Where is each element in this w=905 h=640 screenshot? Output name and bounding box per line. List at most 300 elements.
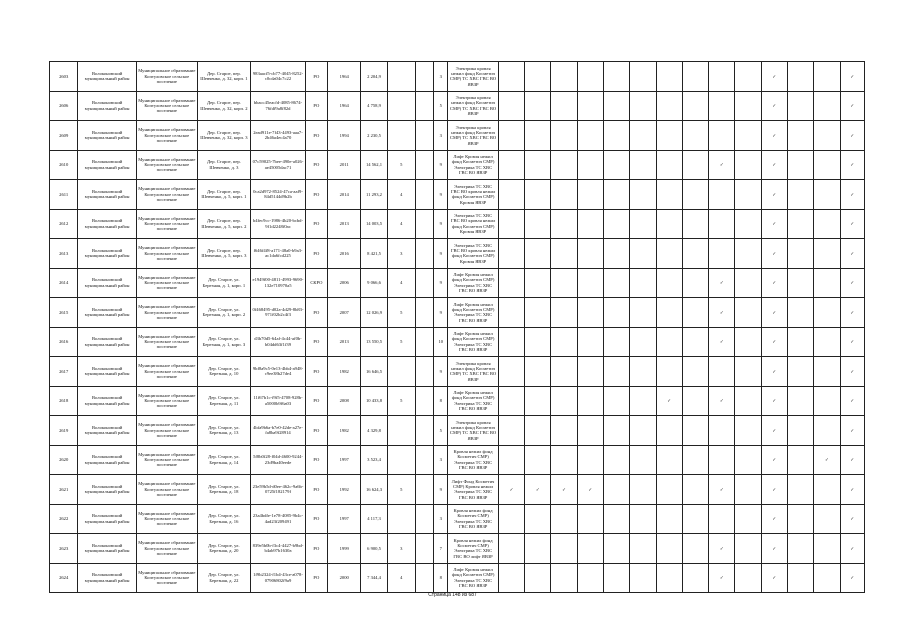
work-check-cell [551, 239, 577, 269]
year-cell: 1992 [328, 475, 361, 505]
work-check-cell [603, 563, 629, 593]
check-mark-icon: ✓ [772, 103, 777, 109]
work-check-cell [814, 504, 840, 534]
floors-cell: 4 [387, 209, 415, 239]
owner-cell: Муниципальное образование Коптуловское сельское поселение [136, 386, 197, 416]
work-check-cell [787, 416, 813, 446]
work-check-cell [630, 357, 656, 387]
works-cell: Лифт Кровля нежил фонд Косметич СМР) Электрика ТС ХВС ГВС ВО ЯВЗР [448, 563, 499, 593]
work-check-cell [840, 504, 864, 534]
work-check-cell [787, 209, 813, 239]
work-check-cell [630, 150, 656, 180]
guid-cell: 23e59b5d-d0ee-462c-9a6b-0725f182179f [251, 475, 306, 505]
check-mark-icon: ✓ [719, 162, 724, 168]
work-check-cell [761, 239, 787, 269]
check-mark-icon: ✓ [850, 545, 855, 551]
work-check-cell [735, 91, 761, 121]
work-check-cell [603, 445, 629, 475]
address-cell: Дер. Старое, пер. Шевченко, д. 5, корп. 1 [197, 180, 251, 210]
check-mark-icon: ✓ [850, 309, 855, 315]
district-cell: Волоконовский муниципальный район [78, 563, 137, 593]
work-check-cell [735, 268, 761, 298]
work-check-cell [577, 62, 603, 92]
work-check-cell [525, 475, 551, 505]
work-check-cell [551, 327, 577, 357]
check-mark-icon: ✓ [772, 427, 777, 433]
work-check-cell [656, 268, 682, 298]
floors-cell: 5 [387, 327, 415, 357]
work-check-cell [814, 180, 840, 210]
floors-cell [387, 62, 415, 92]
work-check-cell [630, 534, 656, 564]
work-check-cell [656, 504, 682, 534]
work-check-cell [525, 504, 551, 534]
works-cell: Электрика кровля нежил фонд Косметич СМР) ТС ХВС ГВС ВО ЯВЗР [448, 416, 499, 446]
works-cell: Электрика ТС ХВС ГВС ВО кровля нежил фонд Косметич СМР) Кровля ЯВЗР [448, 180, 499, 210]
work-check-cell [525, 386, 551, 416]
work-check-cell [498, 386, 524, 416]
area-cell: 16 646,5 [361, 357, 387, 387]
table-row [50, 534, 865, 564]
work-check-cell [787, 327, 813, 357]
check-mark-icon: ✓ [850, 103, 855, 109]
row-id: 2610 [50, 150, 78, 180]
work-check-cell [656, 62, 682, 92]
work-check-cell [787, 386, 813, 416]
address-cell: Дер. Старое, ул. Березная, д. 14 [197, 445, 251, 475]
guid-cell: e1949f00-4811-4993-9690-132e710970a5 [251, 268, 306, 298]
works-cell: Лифт Кровля нежил фонд Косметич СМР) Электрика ТС ХВС ГВС ВО ЯВЗР [448, 298, 499, 328]
work-check-cell [814, 268, 840, 298]
work-check-cell [761, 209, 787, 239]
work-check-cell [682, 298, 708, 328]
work-check-cell [735, 239, 761, 269]
work-check-cell [498, 504, 524, 534]
work-check-cell [682, 62, 708, 92]
work-check-cell [709, 475, 735, 505]
work-check-cell [577, 416, 603, 446]
check-mark-icon: ✓ [850, 398, 855, 404]
check-mark-icon: ✓ [509, 486, 514, 492]
owner-cell: Муниципальное образование Коптуловское сельское поселение [136, 534, 197, 564]
work-check-cell [735, 62, 761, 92]
work-check-cell [735, 150, 761, 180]
kind-cell: РО [305, 445, 327, 475]
floors-cell: 5 [387, 475, 415, 505]
entrances-cell: 9 [434, 357, 448, 387]
year-cell: 2013 [328, 327, 361, 357]
check-mark-icon: ✓ [850, 280, 855, 286]
check-mark-icon: ✓ [772, 545, 777, 551]
owner-cell: Муниципальное образование Коптуловское сельское поселение [136, 563, 197, 593]
work-check-cell [656, 534, 682, 564]
year-cell: 2016 [328, 239, 361, 269]
entrances-cell: 9 [434, 475, 448, 505]
table-row [50, 150, 865, 180]
work-check-cell [603, 475, 629, 505]
table-row [50, 563, 865, 593]
check-mark-icon: ✓ [850, 73, 855, 79]
work-check-cell [840, 91, 864, 121]
table-body [50, 62, 865, 593]
year-cell: 1994 [328, 121, 361, 151]
works-cell: Кровля нежил фонд Косметич СМР) Электрика ТС ХВС ГВС ВО лифт ЯВЗР [448, 534, 499, 564]
work-check-cell [630, 62, 656, 92]
check-mark-icon: ✓ [772, 221, 777, 227]
address-cell: Дер. Старое, пер. Шевченко, д. 32, корп. 3 [197, 121, 251, 151]
work-check-cell [498, 357, 524, 387]
blank-cell [415, 357, 433, 387]
work-check-cell [498, 180, 524, 210]
work-check-cell [682, 563, 708, 593]
work-check-cell [551, 563, 577, 593]
entrances-cell: 9 [434, 150, 448, 180]
works-cell: Электрика кровля нежил фонд Косметич СМР) ТС ХВС ГВС ВО ЯВЗР [448, 121, 499, 151]
work-check-cell [525, 416, 551, 446]
kind-cell: РО [305, 180, 327, 210]
work-check-cell [709, 563, 735, 593]
entrances-cell: 5 [434, 416, 448, 446]
work-check-cell [498, 298, 524, 328]
entrances-cell: 3 [434, 62, 448, 92]
work-check-cell [840, 416, 864, 446]
work-check-cell [498, 475, 524, 505]
work-check-cell [761, 121, 787, 151]
work-check-cell [735, 445, 761, 475]
work-check-cell [787, 357, 813, 387]
work-check-cell [840, 357, 864, 387]
blank-cell [415, 150, 433, 180]
work-check-cell [525, 121, 551, 151]
year-cell: 2014 [328, 180, 361, 210]
work-check-cell [498, 327, 524, 357]
floors-cell [387, 91, 415, 121]
work-check-cell [630, 239, 656, 269]
check-mark-icon: ✓ [772, 309, 777, 315]
area-cell: 4 758,9 [361, 91, 387, 121]
work-check-cell [656, 150, 682, 180]
year-cell: 1997 [328, 504, 361, 534]
row-id: 2613 [50, 239, 78, 269]
check-mark-icon: ✓ [850, 191, 855, 197]
owner-cell: Муниципальное образование Коптуловское сельское поселение [136, 504, 197, 534]
work-check-cell [761, 416, 787, 446]
work-check-cell [577, 91, 603, 121]
work-check-cell [630, 445, 656, 475]
work-check-cell [630, 416, 656, 446]
floors-cell [387, 357, 415, 387]
work-check-cell [735, 327, 761, 357]
blank-cell [415, 534, 433, 564]
blank-cell [415, 386, 433, 416]
work-check-cell [709, 357, 735, 387]
kind-cell: РО [305, 475, 327, 505]
work-check-cell [735, 180, 761, 210]
work-check-cell [630, 121, 656, 151]
work-check-cell [814, 150, 840, 180]
district-cell: Волоконовский муниципальный район [78, 268, 137, 298]
work-check-cell [735, 563, 761, 593]
row-id: 2609 [50, 121, 78, 151]
floors-cell: 5 [387, 386, 415, 416]
work-check-cell [682, 150, 708, 180]
entrances-cell: 3 [434, 121, 448, 151]
kind-cell: РО [305, 62, 327, 92]
work-check-cell [551, 475, 577, 505]
works-cell: Электрика ТС ХВС ГВС ВО кровля нежил фонд Косметич СМР) Кровля ЯВЗР [448, 239, 499, 269]
work-check-cell [630, 209, 656, 239]
kind-cell: СКРО [305, 268, 327, 298]
floors-cell: 3 [387, 534, 415, 564]
work-check-cell [525, 298, 551, 328]
area-cell: 2 204,9 [361, 62, 387, 92]
work-check-cell [787, 475, 813, 505]
area-cell: 10 433,8 [361, 386, 387, 416]
check-mark-icon: ✓ [719, 339, 724, 345]
work-check-cell [525, 150, 551, 180]
work-check-cell [840, 62, 864, 92]
floors-cell: 4 [387, 180, 415, 210]
work-check-cell [709, 209, 735, 239]
work-check-cell [814, 62, 840, 92]
area-cell: 3 523,4 [361, 445, 387, 475]
row-id: 2620 [50, 445, 78, 475]
work-check-cell [551, 445, 577, 475]
work-check-cell [814, 563, 840, 593]
work-check-cell [630, 268, 656, 298]
work-check-cell [787, 563, 813, 593]
work-check-cell [840, 180, 864, 210]
row-id: 2617 [50, 357, 78, 387]
year-cell: 1997 [328, 445, 361, 475]
guid-cell: 0ca2d972-8524-47ca-aaf9-84d5144d9b2b [251, 180, 306, 210]
address-cell: Дер. Старое, ул. Березная, д. 1, корп. 3 [197, 327, 251, 357]
work-check-cell [525, 209, 551, 239]
check-mark-icon: ✓ [850, 368, 855, 374]
year-cell: 2007 [328, 298, 361, 328]
work-check-cell [787, 239, 813, 269]
work-check-cell [656, 386, 682, 416]
work-check-cell [840, 475, 864, 505]
work-check-cell [577, 209, 603, 239]
check-mark-icon: ✓ [772, 368, 777, 374]
work-check-cell [525, 445, 551, 475]
work-check-cell [735, 209, 761, 239]
work-check-cell [551, 504, 577, 534]
work-check-cell [709, 62, 735, 92]
address-cell: Дер. Старое, ул. Березная, д. 10 [197, 357, 251, 387]
area-cell: 4 117,3 [361, 504, 387, 534]
entrances-cell: 9 [434, 180, 448, 210]
district-cell: Волоконовский муниципальный район [78, 91, 137, 121]
check-mark-icon: ✓ [772, 280, 777, 286]
kind-cell: РО [305, 91, 327, 121]
entrances-cell: 9 [434, 268, 448, 298]
guid-cell: 983ааcf5-cb77-4045-8252-c0cda04c7c22 [251, 62, 306, 92]
table-row [50, 62, 865, 92]
work-check-cell [577, 180, 603, 210]
work-check-cell [814, 91, 840, 121]
work-check-cell [603, 209, 629, 239]
floors-cell [387, 121, 415, 151]
work-check-cell [682, 534, 708, 564]
year-cell: 2008 [328, 386, 361, 416]
work-check-cell [735, 504, 761, 534]
check-mark-icon: ✓ [824, 457, 829, 463]
work-check-cell [787, 298, 813, 328]
work-check-cell [603, 298, 629, 328]
entrances-cell: 9 [434, 298, 448, 328]
check-mark-icon: ✓ [535, 486, 540, 492]
work-check-cell [735, 386, 761, 416]
work-check-cell [551, 91, 577, 121]
owner-cell: Муниципальное образование Коптуловское сельское поселение [136, 357, 197, 387]
work-check-cell [656, 563, 682, 593]
address-cell: Дер. Старое, пер. Шевченко, д. 3 [197, 150, 251, 180]
works-cell: Электрика кровля нежил фонд Косметич СМР) ТС ХВС ГВС ВО ЯВЗР [448, 91, 499, 121]
works-cell: Лифт Кровля нежил фонд Косметич СМР) Электрика ТС ХВС ГВС ВО ЯВЗР [448, 327, 499, 357]
works-cell: Кровля нежил фонд Косметич СМР) Электрика ТС ХВС ГВС ВО ЯВЗР [448, 445, 499, 475]
check-mark-icon: ✓ [772, 457, 777, 463]
work-check-cell [787, 62, 813, 92]
work-check-cell [551, 298, 577, 328]
work-check-cell [814, 534, 840, 564]
blank-cell [415, 180, 433, 210]
year-cell: 2013 [328, 209, 361, 239]
floors-cell [387, 445, 415, 475]
work-check-cell [551, 62, 577, 92]
work-check-cell [498, 62, 524, 92]
work-check-cell [551, 150, 577, 180]
owner-cell: Муниципальное образование Коптуловское сельское поселение [136, 268, 197, 298]
work-check-cell [656, 445, 682, 475]
area-cell: 16 624,3 [361, 475, 387, 505]
work-check-cell [577, 563, 603, 593]
check-mark-icon: ✓ [850, 132, 855, 138]
area-cell: 12 026,9 [361, 298, 387, 328]
work-check-cell [577, 504, 603, 534]
row-id: 2611 [50, 180, 78, 210]
district-cell: Волоконовский муниципальный район [78, 150, 137, 180]
owner-cell: Муниципальное образование Коптуловское сельское поселение [136, 209, 197, 239]
area-cell: 4 329,8 [361, 416, 387, 446]
guid-cell: 2ead911e-7f43-4493-aaa7-2b46a4ec4a70 [251, 121, 306, 151]
check-mark-icon: ✓ [850, 250, 855, 256]
table-row [50, 357, 865, 387]
check-mark-icon: ✓ [772, 575, 777, 581]
work-check-cell [709, 386, 735, 416]
work-check-cell [498, 121, 524, 151]
works-cell: Лифт Фонд Косметич СМР) Кровля нежил Электрика ТС ХВС ГВС ВО ЯВЗР [448, 475, 499, 505]
district-cell: Волоконовский муниципальный район [78, 180, 137, 210]
blank-cell [415, 91, 433, 121]
entrances-cell: 8 [434, 563, 448, 593]
work-check-cell [709, 91, 735, 121]
work-check-cell [787, 534, 813, 564]
address-cell: Дер. Старое, пер. Шевченко, д. 5, корп. 2 [197, 209, 251, 239]
works-cell: Лифт Кровля нежил фонд Косметич СМР) Электрика ТС ХВС ГВС ВО ЯВЗР [448, 150, 499, 180]
work-check-cell [814, 445, 840, 475]
work-check-cell [709, 239, 735, 269]
work-check-cell [603, 357, 629, 387]
work-check-cell [551, 268, 577, 298]
kind-cell: РО [305, 209, 327, 239]
check-mark-icon: ✓ [850, 427, 855, 433]
work-check-cell [577, 357, 603, 387]
check-mark-icon: ✓ [772, 250, 777, 256]
work-check-cell [498, 563, 524, 593]
work-check-cell [840, 386, 864, 416]
kind-cell: РО [305, 534, 327, 564]
address-cell: Дер. Старое, ул. Березная, д. 13 [197, 416, 251, 446]
work-check-cell [551, 386, 577, 416]
row-id: 2624 [50, 563, 78, 593]
work-check-cell [682, 475, 708, 505]
table-row [50, 445, 865, 475]
work-check-cell [630, 475, 656, 505]
work-check-cell [525, 239, 551, 269]
row-id: 2621 [50, 475, 78, 505]
work-check-cell [603, 327, 629, 357]
work-check-cell [682, 445, 708, 475]
district-cell: Волоконовский муниципальный район [78, 209, 137, 239]
work-check-cell [709, 298, 735, 328]
guid-cell: d3b70d5-64af-4c44-af0b-b04dd63f1f39 [251, 327, 306, 357]
guid-cell: 1f9b2324-f1b4-43ce-a078-07906802f9a9 [251, 563, 306, 593]
work-check-cell [630, 386, 656, 416]
floors-cell [387, 504, 415, 534]
work-check-cell [787, 445, 813, 475]
row-id: 2615 [50, 298, 78, 328]
row-id: 2603 [50, 62, 78, 92]
work-check-cell [814, 298, 840, 328]
work-check-cell [761, 268, 787, 298]
register-sheet [49, 61, 865, 593]
work-check-cell [577, 268, 603, 298]
work-check-cell [761, 386, 787, 416]
floors-cell: 4 [387, 268, 415, 298]
guid-cell: 9bf8a9c5-0e13-4bb4-a948-c9ee38b27de4 [251, 357, 306, 387]
table-row [50, 298, 865, 328]
work-check-cell [498, 268, 524, 298]
work-check-cell [577, 239, 603, 269]
address-cell: Дер. Старое, ул. Березная, д. 11 [197, 386, 251, 416]
check-mark-icon: ✓ [562, 486, 566, 492]
work-check-cell [735, 475, 761, 505]
owner-cell: Муниципальное образование Коптуловское сельское поселение [136, 298, 197, 328]
check-mark-icon: ✓ [772, 398, 777, 404]
area-cell: 8 421,5 [361, 239, 387, 269]
kind-cell: РО [305, 386, 327, 416]
floors-cell: 3 [387, 239, 415, 269]
works-cell: Электрика ТС ХВС ГВС ВО кровля нежил фонд Косметич СМР) Кровля ЯВЗР [448, 209, 499, 239]
work-check-cell [525, 91, 551, 121]
work-check-cell [735, 121, 761, 151]
work-check-cell [787, 91, 813, 121]
work-check-cell [630, 327, 656, 357]
work-check-cell [682, 416, 708, 446]
blank-cell [415, 239, 433, 269]
kind-cell: РО [305, 357, 327, 387]
work-check-cell [682, 504, 708, 534]
district-cell: Волоконовский муниципальный район [78, 416, 137, 446]
work-check-cell [577, 150, 603, 180]
district-cell: Волоконовский муниципальный район [78, 445, 137, 475]
row-id: 2612 [50, 209, 78, 239]
work-check-cell [840, 445, 864, 475]
work-check-cell [551, 534, 577, 564]
district-cell: Волоконовский муниципальный район [78, 121, 137, 151]
